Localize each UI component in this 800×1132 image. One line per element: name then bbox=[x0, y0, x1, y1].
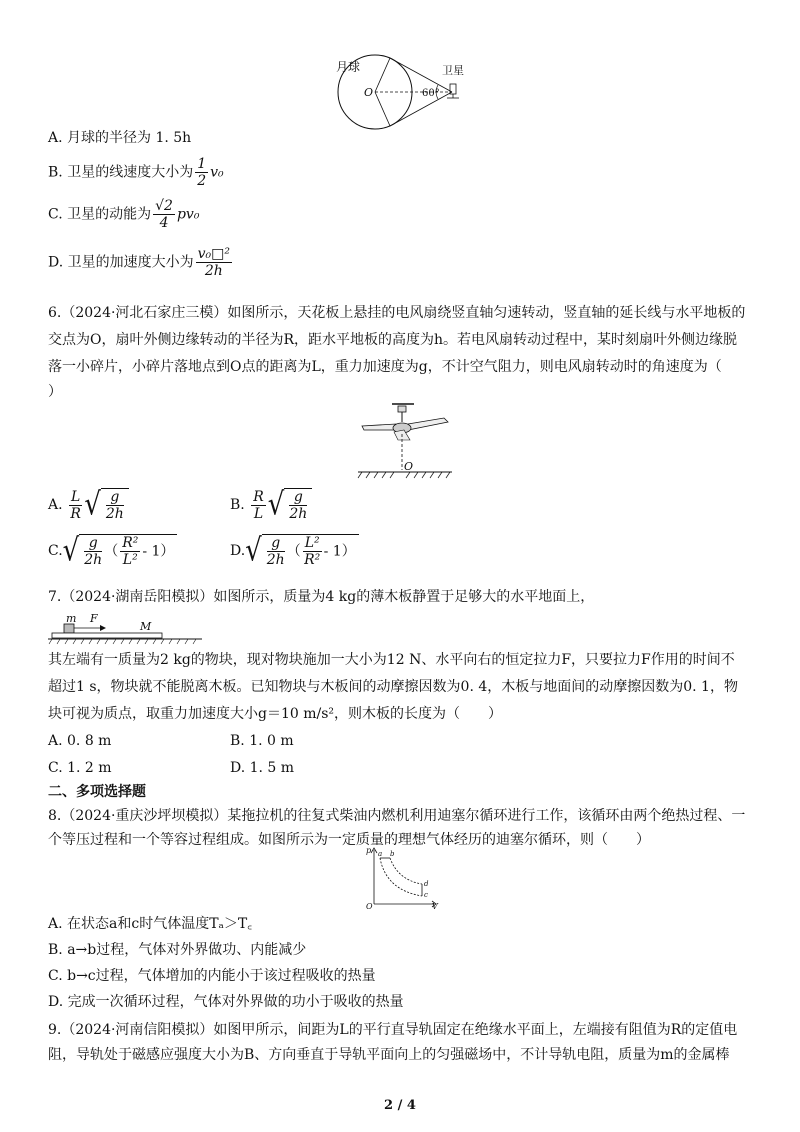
radical-sign: √ bbox=[245, 533, 262, 569]
radicand bbox=[284, 488, 312, 522]
board-m-label: M bbox=[140, 620, 152, 633]
q5-option-c bbox=[48, 198, 199, 231]
radical-sign: √ bbox=[84, 487, 101, 523]
fraction-denominator: 2h bbox=[204, 263, 223, 279]
fraction-denominator: 4 bbox=[159, 215, 169, 231]
q5-option-c-prefix: C. 卫星的动能为 bbox=[48, 206, 152, 223]
paren-open: （ bbox=[286, 543, 301, 560]
fraction-numerator: √2 bbox=[155, 198, 173, 214]
q5-option-c-suffix: pv₀ bbox=[176, 206, 200, 223]
block-m-label: m bbox=[66, 612, 77, 625]
ceiling-fan-figure bbox=[352, 400, 462, 480]
q5-option-a: A. 月球的半径为 1. 5h bbox=[48, 130, 192, 146]
q6-option-a-fraction bbox=[69, 489, 82, 522]
angle-label: 60° bbox=[422, 88, 440, 99]
option-label: A. bbox=[48, 497, 63, 513]
q7-stem-line-3: 超过1 s，物块就不能脱离木板。已知物块与木板间的动摩擦因数为0. 4，木板与地面间的动摩擦因数为0. 1，物 bbox=[48, 679, 738, 695]
page-number: 2 / 4 bbox=[384, 1098, 416, 1113]
q7-stem-line-2: 其左端有一质量为2 kg的物块，现对物块施加一大小为12 N、水平向右的恒定拉力F，只要拉力F作用的时间不 bbox=[48, 652, 735, 668]
fraction-numerator: R bbox=[253, 488, 264, 505]
fraction-denominator: 2h bbox=[289, 506, 308, 522]
q6-option-a bbox=[48, 488, 129, 522]
q7-option-d: D. 1. 5 m bbox=[230, 760, 295, 776]
fraction-numerator: 1 bbox=[197, 156, 207, 172]
q6-stem-line-4: ） bbox=[48, 384, 62, 400]
q5-option-d-prefix: D. 卫星的加速度大小为 bbox=[48, 254, 194, 271]
pv-point-c: c bbox=[424, 891, 428, 899]
q8-option-d: D. 完成一次循环过程，气体对外界做的功小于吸收的热量 bbox=[48, 994, 404, 1010]
q6-option-b-fraction bbox=[251, 489, 266, 522]
radical-sign: √ bbox=[267, 487, 285, 523]
q6-stem-line-2: 交点为O，扇叶外侧边缘转动的半径为R，距水平地板的高度为h。若电风扇转动过程中，某时刻扇叶外侧边缘脱 bbox=[48, 332, 738, 348]
pv-origin-label: O bbox=[366, 902, 373, 911]
fraction-numerator: L² bbox=[304, 535, 320, 551]
radicand bbox=[262, 534, 359, 568]
radicand bbox=[101, 488, 129, 522]
option-label: C. bbox=[48, 543, 63, 559]
fan-origin-label: O bbox=[404, 460, 414, 473]
option-label: B. bbox=[230, 497, 245, 513]
fraction-denominator: L² bbox=[122, 552, 138, 568]
fraction-denominator: 2h bbox=[105, 506, 124, 522]
satellite-label: 卫星 bbox=[442, 64, 464, 77]
q5-option-b-fraction bbox=[195, 156, 208, 189]
radical-sign: √ bbox=[62, 533, 80, 569]
paren-open: （ bbox=[104, 543, 119, 560]
pv-point-a: a bbox=[378, 850, 383, 858]
q5-option-d bbox=[48, 246, 234, 279]
paren-tail: - 1） bbox=[142, 543, 175, 560]
pv-p-axis-label: p bbox=[366, 846, 372, 855]
q8-stem-line-2: 个等压过程和一个等容过程组成。如图所示为一定质量的理想气体经历的迪塞尔循环，则（ ） bbox=[48, 832, 650, 848]
q8-option-b: B. a→b过程，气体对外界做功、内能减少 bbox=[48, 942, 307, 958]
pv-point-d: d bbox=[424, 880, 429, 888]
radicand bbox=[79, 534, 177, 568]
q7-option-a: A. 0. 8 m bbox=[48, 733, 112, 749]
moon-label: 月球 bbox=[336, 60, 361, 74]
q7-stem-line-4: 块可视为质点，取重力加速度大小g＝10 m/s²，则木板的长度为（ ） bbox=[48, 706, 503, 722]
fraction-numerator: g bbox=[289, 489, 307, 506]
option-label: D. bbox=[230, 543, 246, 559]
pv-v-axis-label: V bbox=[432, 902, 438, 911]
fraction-denominator: 2h bbox=[84, 552, 103, 568]
q7-option-b: B. 1. 0 m bbox=[230, 733, 294, 749]
origin-label: O bbox=[364, 86, 374, 99]
block-board-figure bbox=[46, 612, 206, 646]
q7-stem-line-1: 7.（2024·湖南岳阳模拟）如图所示，质量为4 kg的薄木板静置于足够大的水平地面上， bbox=[48, 589, 595, 605]
force-f-label: F bbox=[90, 612, 98, 625]
paren-tail: - 1） bbox=[323, 543, 356, 560]
fraction-numerator: g bbox=[267, 535, 285, 552]
q9-stem-line-2: 阻，导轨处于磁感应强度大小为B、方向垂直于导轨平面向上的匀强磁场中，不计导轨电阻，质量为m的金属棒 bbox=[48, 1047, 730, 1063]
q5-option-d-fraction bbox=[196, 246, 232, 279]
fraction-numerator: L bbox=[71, 488, 81, 505]
moon-satellite-figure bbox=[330, 40, 470, 130]
q5-option-b bbox=[48, 156, 224, 189]
fraction-denominator: 2 bbox=[197, 173, 207, 189]
diesel-cycle-pv-figure bbox=[364, 846, 440, 912]
section-heading-multiple-choice: 二、多项选择题 bbox=[48, 784, 146, 800]
fraction-denominator: R bbox=[70, 505, 81, 522]
pv-point-b: b bbox=[390, 850, 395, 858]
q6-stem-line-1: 6.（2024·河北石家庄三模）如图所示，天花板上悬挂的电风扇绕竖直轴匀速转动，竖直轴的延长线与水平地板的 bbox=[48, 305, 746, 321]
q6-option-d bbox=[230, 534, 359, 568]
q8-stem-line-1: 8.（2024·重庆沙坪坝模拟）某拖拉机的往复式柴油内燃机利用迪塞尔循环进行工作，该循环由两个绝热过程、一 bbox=[48, 808, 746, 824]
q6-option-c bbox=[48, 534, 177, 568]
q6-option-b bbox=[230, 488, 312, 522]
fraction-denominator: R² bbox=[304, 552, 321, 568]
q8-option-c: C. b→c过程，气体增加的内能小于该过程吸收的热量 bbox=[48, 968, 376, 984]
fraction-denominator: 2h bbox=[266, 552, 285, 568]
fraction-numerator: g bbox=[106, 489, 124, 506]
q9-stem-line-1: 9.（2024·河南信阳模拟）如图甲所示，间距为L的平行直导轨固定在绝缘水平面上，左端接有阻值为R的定值电 bbox=[48, 1022, 738, 1038]
fraction-numerator: v₀□² bbox=[197, 246, 231, 262]
q7-option-c: C. 1. 2 m bbox=[48, 760, 112, 776]
fraction-denominator: L bbox=[253, 505, 264, 522]
fraction-numerator: g bbox=[84, 535, 102, 552]
q5-option-c-fraction bbox=[153, 198, 175, 231]
q5-option-b-prefix: B. 卫星的线速度大小为 bbox=[48, 164, 194, 181]
fraction-numerator: R² bbox=[122, 535, 139, 551]
q6-stem-line-3: 落一小碎片，小碎片落地点到O点的距离为L，重力加速度为g，不计空气阻力，则电风扇转动时的角速度为（ bbox=[48, 359, 722, 375]
q5-option-b-suffix: v₀ bbox=[210, 164, 224, 181]
q8-option-a: A. 在状态a和c时气体温度Tₐ＞T꜀ bbox=[48, 916, 253, 932]
